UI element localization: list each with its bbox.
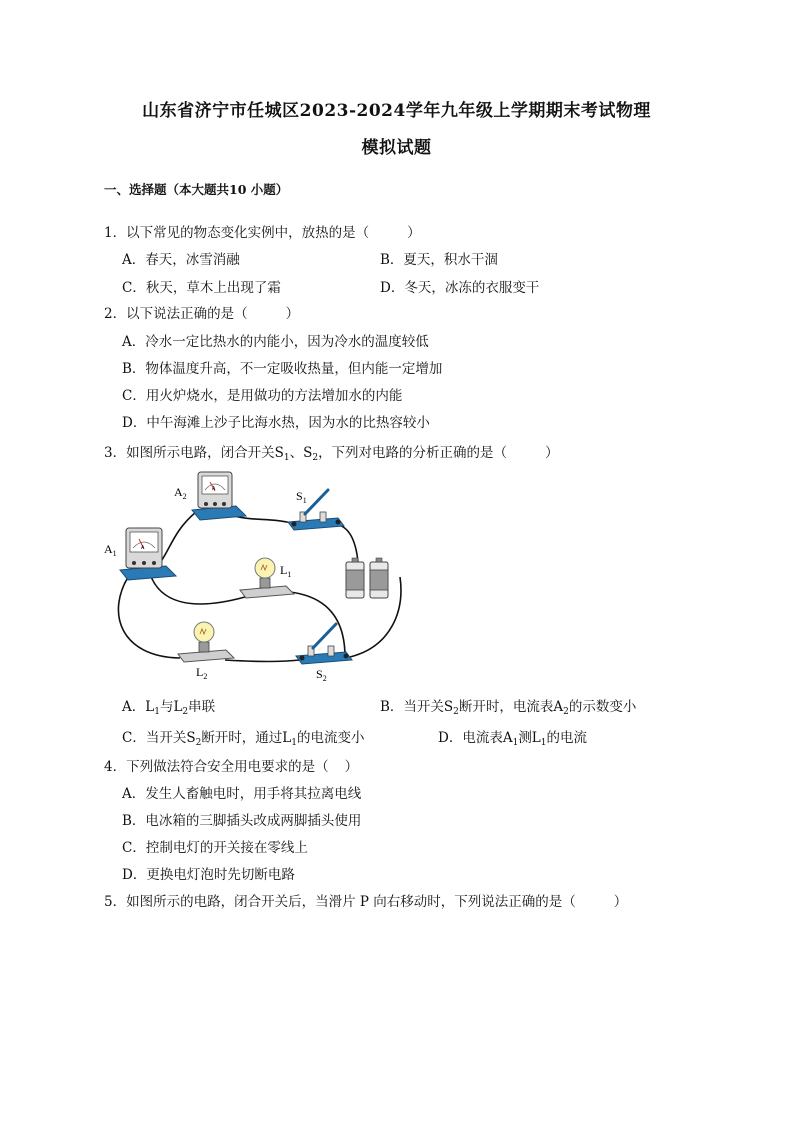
sub-1: 1 [154, 707, 160, 717]
q3-option-d [438, 726, 587, 748]
section-heading: 一、选择题（本大题共10 小题） [104, 182, 289, 197]
question-3-close: ） [545, 445, 559, 461]
ammeter-a1 [120, 528, 176, 580]
sub-2: 2 [312, 453, 319, 463]
label-l1: $L_1$ [280, 563, 292, 579]
label-a1: $A_1$ [104, 542, 117, 558]
page-title-line1: 山东省济宁市任城区2023-2024学年九年级上学期期末考试物理 [142, 101, 651, 121]
label-a2: $A_2$ [174, 485, 187, 501]
q3-c-mid: 断开时，通过L [201, 730, 292, 746]
question-1-text: 1．以下常见的物态变化实例中，放热的是（ [104, 225, 370, 241]
q3-b-pre: B．当开关S [380, 699, 454, 715]
q4-option-d: D．更换电灯泡时先切断电路 [122, 867, 295, 883]
question-2-stem [104, 302, 299, 322]
q3-option-c [122, 726, 365, 748]
question-5-text: 5．如图所示的电路，闭合开关后，当滑片 P 向右移动时，下列说法正确的是（ [104, 894, 576, 910]
sub-2: 2 [563, 707, 569, 717]
label-s2: $S_2$ [316, 667, 327, 682]
q3-a-mid: 与L [159, 699, 183, 715]
q3-a-pre: A．L [122, 699, 155, 715]
q2-option-c: C．用火炉烧水，是用做功的方法增加水的内能 [122, 388, 403, 404]
q3-c-post: 的电流变小 [297, 730, 365, 746]
question-3-stem [104, 441, 559, 463]
sub-1: 1 [283, 453, 290, 463]
sub-1: 1 [512, 738, 519, 748]
question-5-stem [104, 890, 627, 910]
q4-option-c: C．控制电灯的开关接在零线上 [122, 840, 308, 856]
page-title-line2: 模拟试题 [361, 138, 432, 158]
question-4-stem [104, 755, 358, 775]
q3-option-b [380, 695, 636, 717]
question-4-text: 4．下列做法符合安全用电要求的是（ [104, 759, 329, 775]
q4-option-a: A．发生人畜触电时，用手将其拉离电线 [122, 786, 362, 802]
question-1-close: ） [407, 225, 421, 241]
q2-option-d: D．中午海滩上沙子比海水热，因为水的比热容较小 [122, 415, 430, 431]
ammeter-a2 [192, 472, 246, 520]
q3-d-pre: D．电流表A [438, 730, 513, 746]
label-s1: $S_1$ [296, 489, 307, 505]
sub-2: 2 [182, 707, 189, 717]
sub-1: 2 [195, 738, 202, 748]
question-2-text: 2．以下说法正确的是（ [104, 306, 248, 322]
label-l2: $L_2$ [196, 665, 208, 681]
a2-meter-letter: A [212, 486, 216, 492]
circuit-diagram [100, 462, 410, 682]
lamp-l2 [178, 622, 234, 662]
q1-option-b: B．夏天，积水干涸 [380, 252, 498, 268]
battery [346, 558, 388, 598]
q2-option-b: B．物体温度升高，不一定吸收热量，但内能一定增加 [122, 361, 443, 377]
q1-option-a: A．春天，冰雪消融 [122, 252, 240, 268]
question-3-text-a: 3．如图所示电路，闭合开关S [104, 445, 284, 461]
sub-1: 2 [453, 707, 459, 717]
q3-option-a [122, 695, 215, 717]
question-3-sep: 、S [289, 445, 313, 461]
q1-option-c: C．秋天，草木上出现了霜 [122, 280, 281, 296]
question-4-close: ） [344, 759, 359, 775]
q2-option-a: A．冷水一定比热水的内能小，因为冷水的温度较低 [122, 334, 429, 350]
sub-2: 1 [291, 738, 298, 748]
q3-d-post: 的电流 [546, 730, 588, 746]
q3-a-post: 串联 [188, 699, 216, 715]
q3-b-post: 的示数变小 [568, 699, 637, 715]
question-3-text-b: ，下列对电路的分析正确的是（ [318, 445, 508, 461]
q4-option-b: B．电冰箱的三脚插头改成两脚插头使用 [122, 813, 362, 829]
q3-d-mid: 测L [518, 730, 541, 746]
q3-c-pre: C．当开关S [122, 730, 196, 746]
q1-option-d: D．冬天，冰冻的衣服变干 [380, 280, 540, 296]
question-1-stem [104, 221, 421, 241]
question-5-close: ） [613, 894, 628, 910]
a1-meter-letter: A [141, 545, 145, 551]
sub-2: 1 [540, 738, 547, 748]
question-2-close: ） [285, 306, 300, 322]
q3-b-mid: 断开时，电流表A [458, 699, 564, 715]
